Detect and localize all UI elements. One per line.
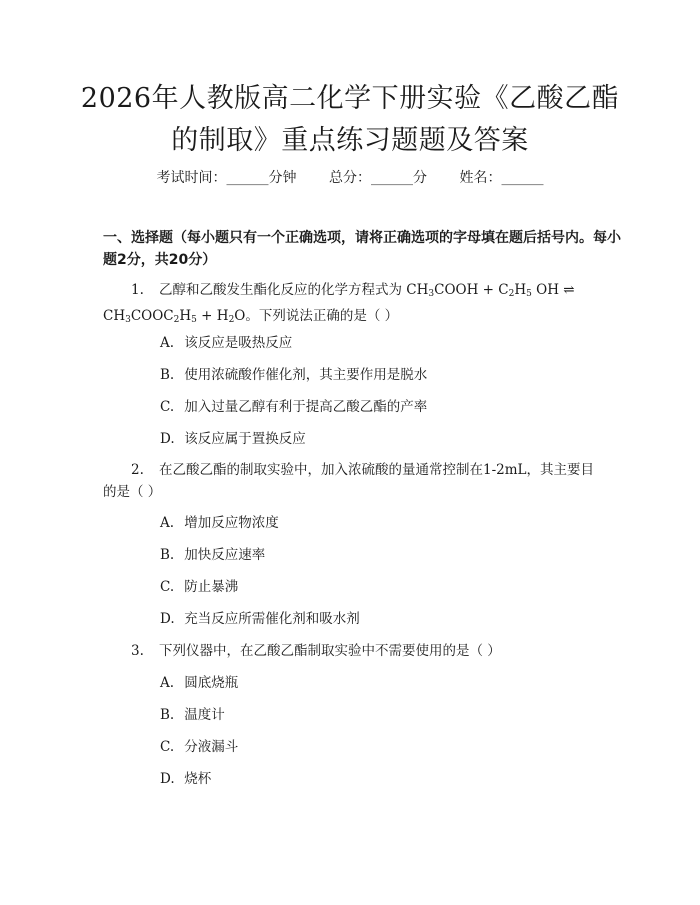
question-number: 3. (131, 643, 144, 659)
question-3-text: 3. 下列仪器中，在乙酸乙酯制取实验中不需要使用的是（ ） (103, 640, 603, 662)
question-3-option-c (160, 737, 238, 757)
question-2-text: 2. 在乙酸乙酯的制取实验中，加入浓硫酸的量通常控制在1-2mL，其主要目的是（ ） (103, 459, 603, 503)
option-text: 该反应属于置换反应 (184, 431, 306, 447)
option-label: B. (160, 547, 175, 563)
option-text: 加入过量乙醇有利于提高乙酸乙酯的产率 (184, 399, 428, 415)
question-1-option-d (160, 429, 306, 449)
document-title-line-2: 的制取》重点练习题题及答案 (171, 125, 529, 156)
question-3-option-d (160, 769, 211, 789)
option-label: A. (160, 675, 175, 691)
option-text: 防止暴沸 (184, 579, 239, 595)
option-text: 使用浓硫酸作催化剂，其主要作用是脱水 (184, 367, 428, 383)
option-label: C. (160, 739, 175, 755)
question-1-option-a (160, 333, 292, 353)
option-label: A. (160, 515, 175, 531)
option-label: D. (160, 771, 175, 787)
option-label: C. (160, 579, 175, 595)
question-2-option-a (160, 513, 279, 533)
question-number: 1. (131, 282, 144, 298)
question-1-option-b (160, 365, 427, 385)
option-text: 温度计 (184, 707, 225, 723)
question-2 (103, 459, 603, 503)
exam-meta (0, 167, 700, 187)
option-label: C. (160, 399, 175, 415)
document-title-line-1: 2026年人教版高二化学下册实验《乙酸乙酯 (80, 83, 620, 114)
question-1-option-c (160, 397, 427, 417)
option-text: 加快反应速率 (184, 547, 266, 563)
option-label: D. (160, 611, 175, 627)
question-number: 2. (131, 462, 144, 478)
option-text: 充当反应所需催化剂和吸水剂 (184, 611, 360, 627)
question-2-option-c (160, 577, 238, 597)
question-2-option-d (160, 609, 360, 629)
question-2-option-b (160, 545, 265, 565)
question-1-text: 1. 乙醇和乙酸发生酯化反应的化学方程式为 $CH_3COOH + C_2H_5$ OH ⇌ $CH_3COOC_2H_5 + H_2O$。下列说法正确的是（ ） (103, 279, 603, 331)
option-text: 圆底烧瓶 (184, 675, 239, 691)
option-text: 分液漏斗 (184, 739, 239, 755)
option-label: D. (160, 431, 175, 447)
option-text: 该反应是吸热反应 (184, 335, 293, 351)
question-3 (103, 640, 603, 662)
exam-name: 姓名：______ (459, 170, 544, 186)
question-1 (103, 279, 603, 331)
option-text: 增加反应物浓度 (184, 515, 279, 531)
option-label: A. (160, 335, 175, 351)
option-text: 烧杯 (184, 771, 212, 787)
question-3-option-b (160, 705, 225, 725)
question-3-option-a (160, 673, 238, 693)
option-label: B. (160, 707, 175, 723)
exam-time: 考试时间：______分钟 (156, 170, 297, 186)
section-heading: 一、选择题（每小题只有一个正确选项，请将正确选项的字母填在题后括号内。每小题2分，共20分） (103, 230, 621, 268)
exam-score: 总分：______分 (329, 170, 427, 186)
option-label: B. (160, 367, 175, 383)
